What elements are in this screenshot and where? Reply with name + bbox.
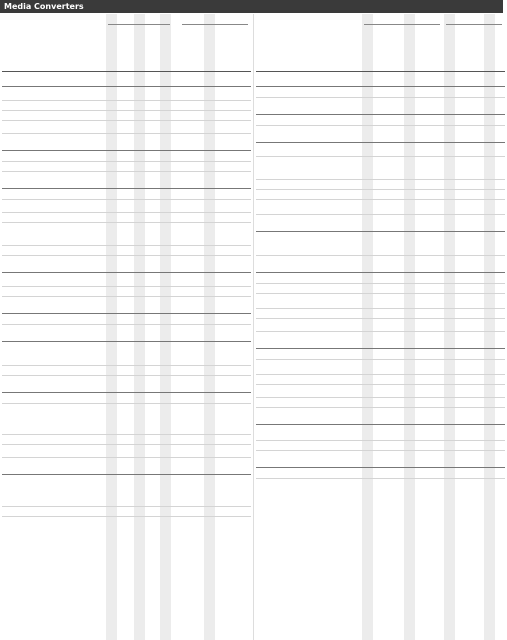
- left-section-rule: [2, 188, 251, 189]
- left-section-rule: [2, 341, 251, 342]
- right-column-band: [404, 14, 415, 640]
- left-row-rule: [2, 365, 251, 366]
- right-section-rule: [256, 467, 505, 468]
- left-column-band: [204, 14, 215, 640]
- right-row-rule: [256, 440, 505, 441]
- left-header-rule: [2, 71, 251, 72]
- left-row-rule: [2, 296, 251, 297]
- left-table-header: [2, 14, 251, 72]
- right-row-rule: [256, 450, 505, 451]
- right-row-rule: [256, 125, 505, 126]
- left-row-rule: [2, 434, 251, 435]
- right-row-rule: [256, 283, 505, 284]
- left-column-band: [134, 14, 145, 640]
- right-row-rule: [256, 359, 505, 360]
- right-row-rule: [256, 156, 505, 157]
- right-column-band: [484, 14, 495, 640]
- page-title: Media Converters: [0, 0, 503, 13]
- right-group-rule-2: [446, 24, 502, 25]
- left-row-rule: [2, 222, 251, 223]
- right-section-rule: [256, 424, 505, 425]
- left-section-rule: [2, 86, 251, 87]
- right-row-rule: [256, 384, 505, 385]
- right-row-rule: [256, 179, 505, 180]
- left-row-rule: [2, 444, 251, 445]
- right-row-rule: [256, 397, 505, 398]
- left-group-rule-2: [182, 24, 248, 25]
- right-section-rule: [256, 142, 505, 143]
- right-section-rule: [256, 348, 505, 349]
- right-row-rule: [256, 97, 505, 98]
- left-row-rule: [2, 110, 251, 111]
- left-section-rule: [2, 392, 251, 393]
- left-row-rule: [2, 506, 251, 507]
- left-row-rule: [2, 133, 251, 134]
- right-section-rule: [256, 272, 505, 273]
- left-section-rule: [2, 272, 251, 273]
- left-section-rule: [2, 474, 251, 475]
- left-row-rule: [2, 286, 251, 287]
- column-divider: [253, 14, 254, 640]
- left-spec-table: [2, 14, 251, 640]
- right-table-header: [256, 14, 505, 72]
- left-row-rule: [2, 403, 251, 404]
- left-row-rule: [2, 171, 251, 172]
- left-row-rule: [2, 212, 251, 213]
- left-row-rule: [2, 161, 251, 162]
- right-row-rule: [256, 214, 505, 215]
- left-row-rule: [2, 324, 251, 325]
- right-header-rule: [256, 71, 505, 72]
- left-group-rule-1: [108, 24, 170, 25]
- left-row-rule: [2, 120, 251, 121]
- left-row-rule: [2, 516, 251, 517]
- right-row-rule: [256, 318, 505, 319]
- left-row-rule: [2, 375, 251, 376]
- right-row-rule: [256, 189, 505, 190]
- right-row-rule: [256, 407, 505, 408]
- left-row-rule: [2, 457, 251, 458]
- right-column-band: [444, 14, 455, 640]
- left-row-rule: [2, 100, 251, 101]
- right-row-rule: [256, 199, 505, 200]
- left-row-rule: [2, 199, 251, 200]
- right-row-rule: [256, 308, 505, 309]
- left-row-rule: [2, 245, 251, 246]
- right-group-rule-1: [364, 24, 440, 25]
- right-row-rule: [256, 331, 505, 332]
- right-row-rule: [256, 255, 505, 256]
- left-section-rule: [2, 313, 251, 314]
- right-column-band: [362, 14, 373, 640]
- right-row-rule: [256, 293, 505, 294]
- left-row-rule: [2, 255, 251, 256]
- right-row-rule: [256, 374, 505, 375]
- left-section-rule: [2, 150, 251, 151]
- right-section-rule: [256, 231, 505, 232]
- right-section-rule: [256, 114, 505, 115]
- right-section-rule: [256, 86, 505, 87]
- right-row-rule: [256, 478, 505, 479]
- left-column-band: [106, 14, 117, 640]
- right-spec-table: [256, 14, 505, 640]
- left-column-band: [160, 14, 171, 640]
